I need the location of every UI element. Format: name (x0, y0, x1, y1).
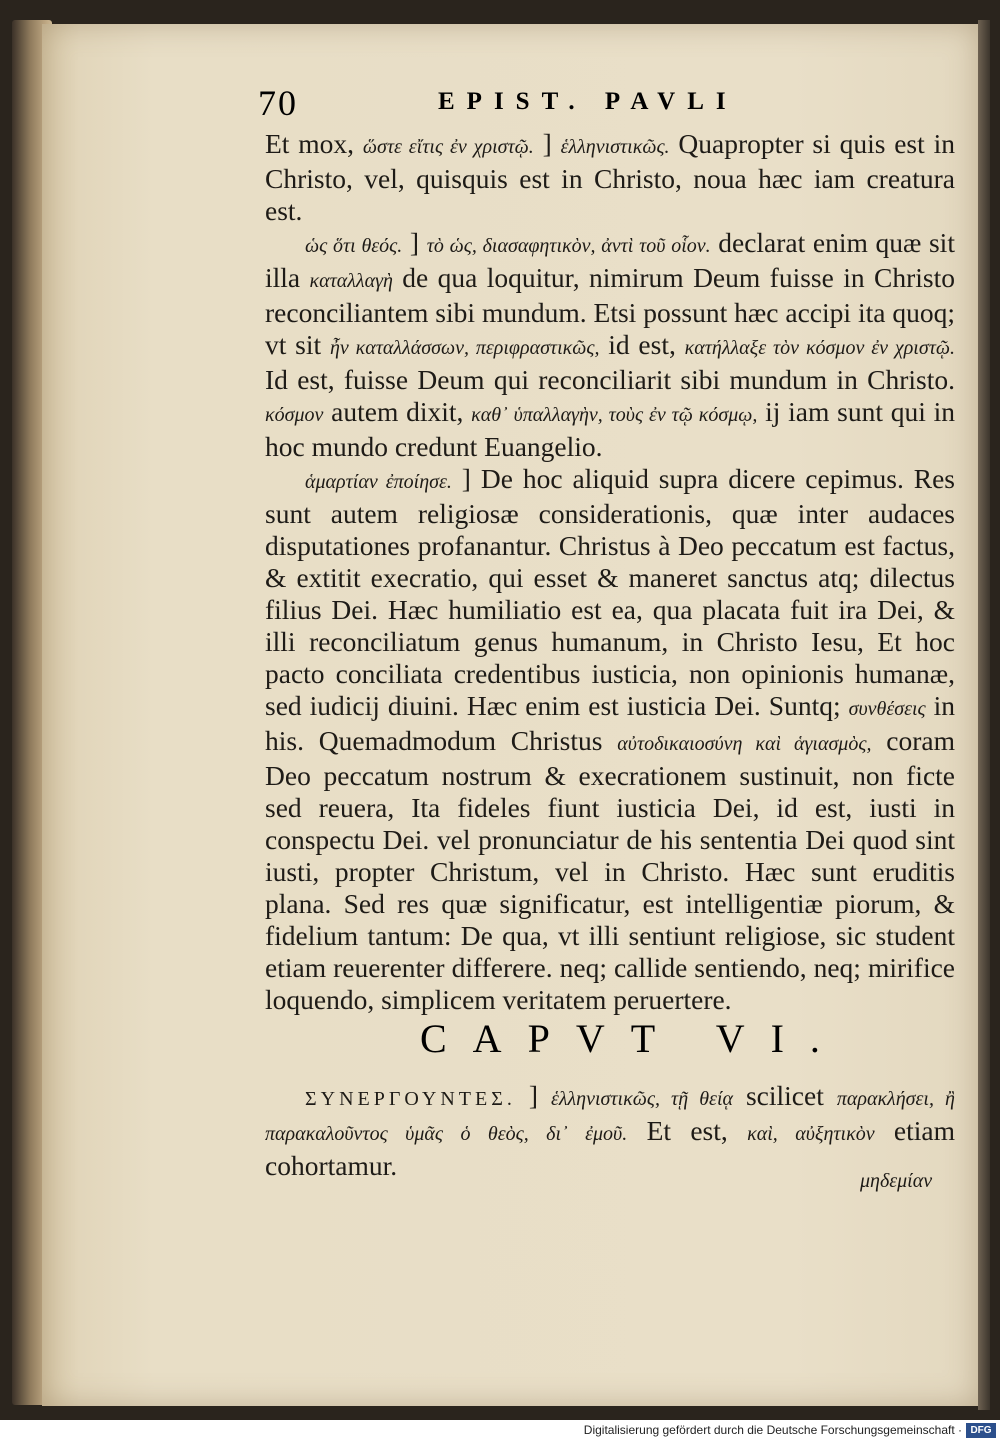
greek-text: συνθέσεις (848, 698, 926, 720)
paragraph (265, 227, 955, 463)
catchword: μηδεμίαν (860, 1170, 933, 1192)
latin-text: Et est, (627, 1115, 748, 1146)
greek-text: ἑλληνιστικῶς. (560, 136, 670, 158)
greek-text: κόσμον (265, 404, 324, 426)
greek-text: καθ᾽ ὑπαλλαγὴν, τοὺς ἐν τῷ κόσμῳ, (471, 404, 758, 426)
latin-text: Id est, fuisse Deum qui reconciliarit sibi mundum in Christo. (265, 364, 955, 395)
greek-text: αὐτοδικαιοσύνη καὶ ἁγιασμὸς, (617, 733, 872, 755)
greek-text: κατήλλαξε τὸν κόσμον ἐν χριστῷ. (684, 337, 955, 359)
paragraph (265, 128, 955, 227)
latin-text: id est, (599, 329, 685, 360)
body-text (265, 128, 955, 1016)
greek-text: ὥστε εἴτις ἐν χριστῷ. (362, 136, 534, 158)
greek-lemma: ἁμαρτίαν ἐποίησε. (305, 471, 452, 493)
latin-text: ] (515, 1080, 551, 1111)
paragraph (265, 1080, 955, 1182)
latin-text: declarat enim quæ sit illa (265, 227, 955, 293)
page-edge (978, 20, 990, 1410)
paragraph (265, 463, 955, 1016)
latin-text: ij iam sunt qui in hoc mundo credunt Euangelio. (265, 396, 955, 462)
latin-text: in his. Quemadmodum Christus (265, 690, 955, 756)
greek-text: καταλλαγὴ (309, 270, 393, 292)
latin-text: autem dixit, (323, 396, 472, 427)
page-number: 70 (258, 83, 298, 123)
dfg-logo: DFG (966, 1423, 996, 1438)
footer-credit: Digitalisierung gefördert durch die Deutsche Forschungsgemeinschaft · (583, 1423, 962, 1437)
footer-bar (0, 1420, 1000, 1443)
running-head: EPIST. PAVLI (438, 88, 738, 115)
latin-text: de qua loquitur, nimirum Deum fuisse in Christo reconciliantem sibi mundum. Etsi possunt hæc accipi ita quoq; vt sit (265, 262, 955, 360)
greek-text: ἑλληνιστικῶς, τῇ θείᾳ (550, 1088, 733, 1110)
latin-text: ] (402, 227, 427, 258)
chapter-text (265, 1080, 955, 1182)
latin-text: ] (533, 128, 561, 159)
latin-text: scilicet (733, 1080, 837, 1111)
chapter-heading: CAPVT VI. (420, 1016, 846, 1061)
greek-text: ἦν καταλλάσσων, περιφραστικῶς, (329, 337, 600, 359)
latin-text: Et mox, (265, 128, 363, 159)
latin-text: coram Deo peccatum nostrum & execrationem sustinuit, non ficte sed reuera, Ita fideles fiunt iusticia Dei, id est, iusti in conspectu Dei. vel pronunciatur de his sententia Dei quod sint iusti, propter Christum, vel in Christo. Hæc sunt eruditis plana. Sed res quæ significatur, est intelligentiæ piorum, & fidelium tantum: De qua, vt illi sentiunt religiose, sic student etiam reuerenter differere. neq; callide sentiendo, neq; mirifice loquendo, simplicem veritatem peruertere. (265, 725, 955, 1015)
greek-text: τὸ ὡς, διασαφητικὸν, ἀντὶ τοῦ οἷον. (426, 235, 711, 257)
greek-text: παρακλήσει, ἢ παρακαλοῦντος ὑμᾶς ὁ θεὸς, δι᾽ ἐμοῦ. (265, 1088, 955, 1145)
latin-text: etiam cohortamur. (265, 1115, 955, 1181)
greek-text: καὶ, αὐξητικὸν (747, 1123, 875, 1145)
greek-lemma: ὡς ὅτι θεός. (305, 235, 403, 257)
latin-text: Quapropter si quis est in Christo, vel, quisquis est in Christo, noua hæc iam creatura est. (265, 128, 955, 226)
latin-text: ] De hoc aliquid supra dicere cepimus. Res sunt autem religiosæ considerationis, quæ inter audaces disputationes profanantur. Christus à Deo peccatum est factus, & extitit execratio, qui esset & maneret sanctus atq; dilectus filius Dei. Hæc humiliatio est ea, qua placata fuit ira Dei, & illi reconciliatum genus humanum, in Christo Iesu, Et hoc pacto conciliata credentibus iusticia, non opinionis humanæ, sed iudicij diuini. Hæc enim est iusticia Dei. Suntq; (265, 463, 955, 721)
page-header (258, 82, 798, 122)
greek-lemma: ΣΥΝΕΡΓΟΥΝΤΕΣ. (305, 1088, 516, 1110)
